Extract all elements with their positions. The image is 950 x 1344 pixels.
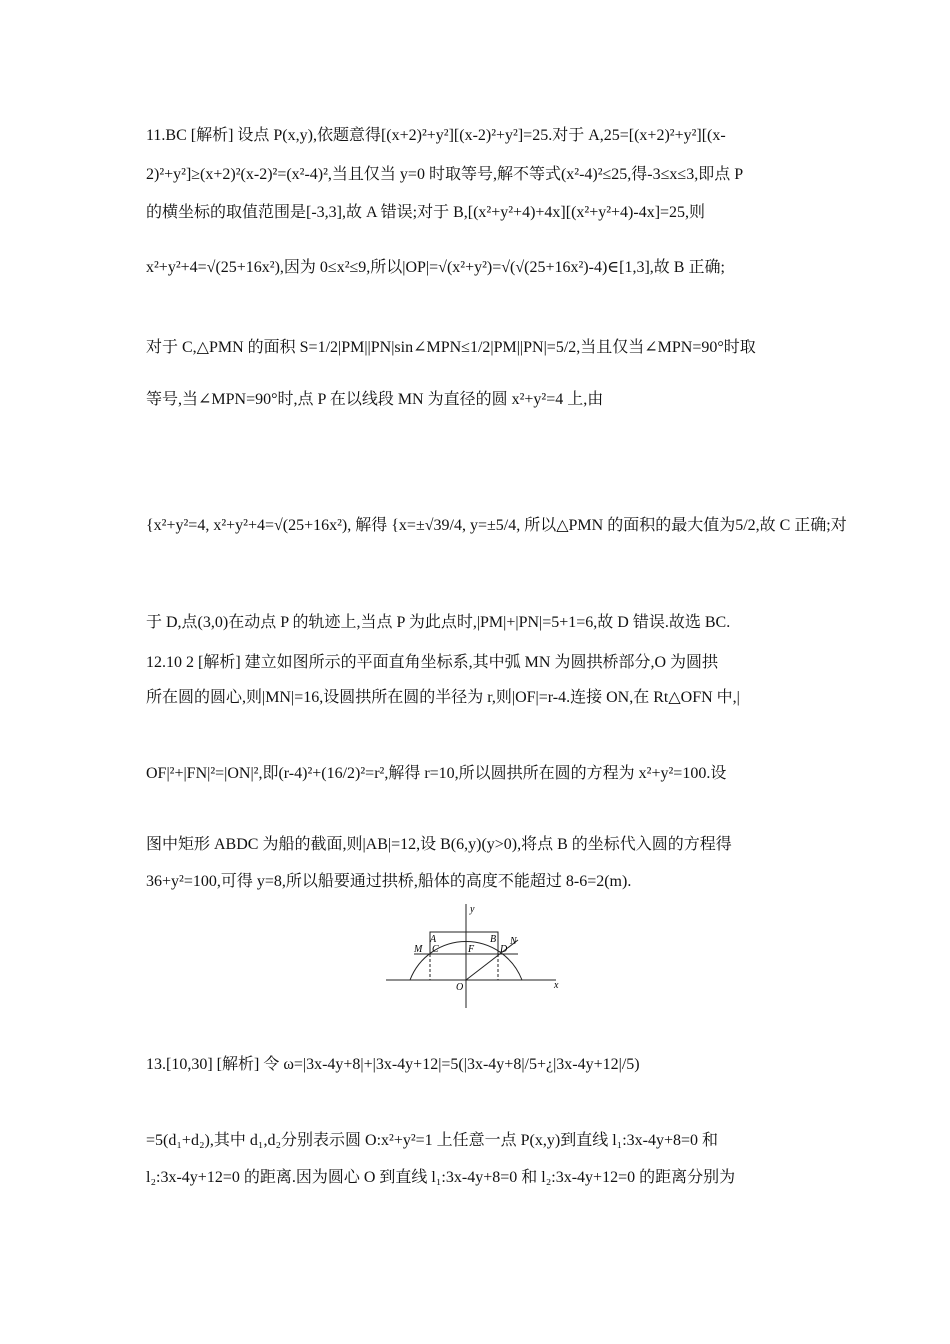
text-line: 于 D,点(3,0)在动点 P 的轨迹上,当点 P 为此点时,|PM|+|PN|=5+1=6,故 D 错误.故选 BC. — [146, 614, 731, 631]
label-m: M — [414, 944, 423, 955]
label-c: C — [432, 944, 439, 955]
text-line: 对于 C,△PMN 的面积 S=1/2|PM||PN|sin∠MPN≤1/2|PM||PN|=5/2,当且仅当∠MPN=90°时取 — [146, 339, 756, 356]
axis-label-y: y — [470, 904, 475, 915]
text-line: 13.[10,30] [解析] 令 ω=|3x-4y+8|+|3x-4y+12|=5(|3x-4y+8|/5+¿|3x-4y+12|/5) — [146, 1056, 640, 1073]
label-d: D — [500, 944, 508, 955]
label-b: B — [490, 934, 497, 945]
axis-label-x: x — [554, 980, 559, 991]
text-line: =5(d₁+d₂),其中 d₁,d₂分别表示圆 O:x²+y²=1 上任意一点 P(x,y)到直线 l₁:3x-4y+8=0 和 — [146, 1132, 719, 1149]
label-f: F — [468, 944, 475, 955]
text-line: x²+y²+4=√(25+16x²),因为 0≤x²≤9,所以|OP|=√(x²+y²)=√(√(25+16x²)-4)∈[1,3],故 B 正确; — [146, 259, 725, 276]
equation-system-line: {x²+y²=4, x²+y²+4=√(25+16x²), 解得 {x=±√39/4, y=±5/4, 所以△PMN 的面积的最大值为5/2,故 C 正确;对 — [146, 517, 847, 534]
text-line: 图中矩形 ABDC 为船的截面,则|AB|=12,设 B(6,y)(y>0),将点 B 的坐标代入圆的方程得 — [146, 836, 732, 853]
text-line: OF|²+|FN|²=|ON|²,即(r-4)²+(16/2)²=r²,解得 r=10,所以圆拱所在圆的方程为 x²+y²=100.设 — [146, 765, 727, 782]
text-line: 12.10 2 [解析] 建立如图所示的平面直角坐标系,其中弧 MN 为圆拱桥部分,O 为圆拱 — [146, 654, 718, 671]
arch-bridge-figure — [386, 904, 566, 1008]
text-line: 2)²+y²]≥(x+2)²(x-2)²=(x²-4)²,当且仅当 y=0 时取等号,解不等式(x²-4)²≤25,得-3≤x≤3,即点 P — [146, 166, 744, 183]
label-o: O — [456, 982, 464, 993]
label-a: A — [430, 934, 437, 945]
text-line: 11.BC [解析] 设点 P(x,y),依题意得[(x+2)²+y²][(x-2)²+y²]=25.对于 A,25=[(x+2)²+y²][(x- — [146, 127, 726, 144]
text-line: 的横坐标的取值范围是[-3,3],故 A 错误;对于 B,[(x²+y²+4)+4x][(x²+y²+4)-4x]=25,则 — [146, 204, 706, 221]
text-line: 36+y²=100,可得 y=8,所以船要通过拱桥,船体的高度不能超过 8-6=2(m). — [146, 873, 632, 890]
text-line: 等号,当∠MPN=90°时,点 P 在以线段 MN 为直径的圆 x²+y²=4 上,由 — [146, 391, 604, 408]
text-line: 所在圆的圆心,则|MN|=16,设圆拱所在圆的半径为 r,则|OF|=r-4.连接 ON,在 Rt△OFN 中,| — [146, 689, 740, 706]
text-line: l₂:3x-4y+12=0 的距离.因为圆心 O 到直线 l₁:3x-4y+8=0 和 l₂:3x-4y+12=0 的距离分别为 — [146, 1169, 736, 1186]
label-n: N — [510, 936, 517, 947]
